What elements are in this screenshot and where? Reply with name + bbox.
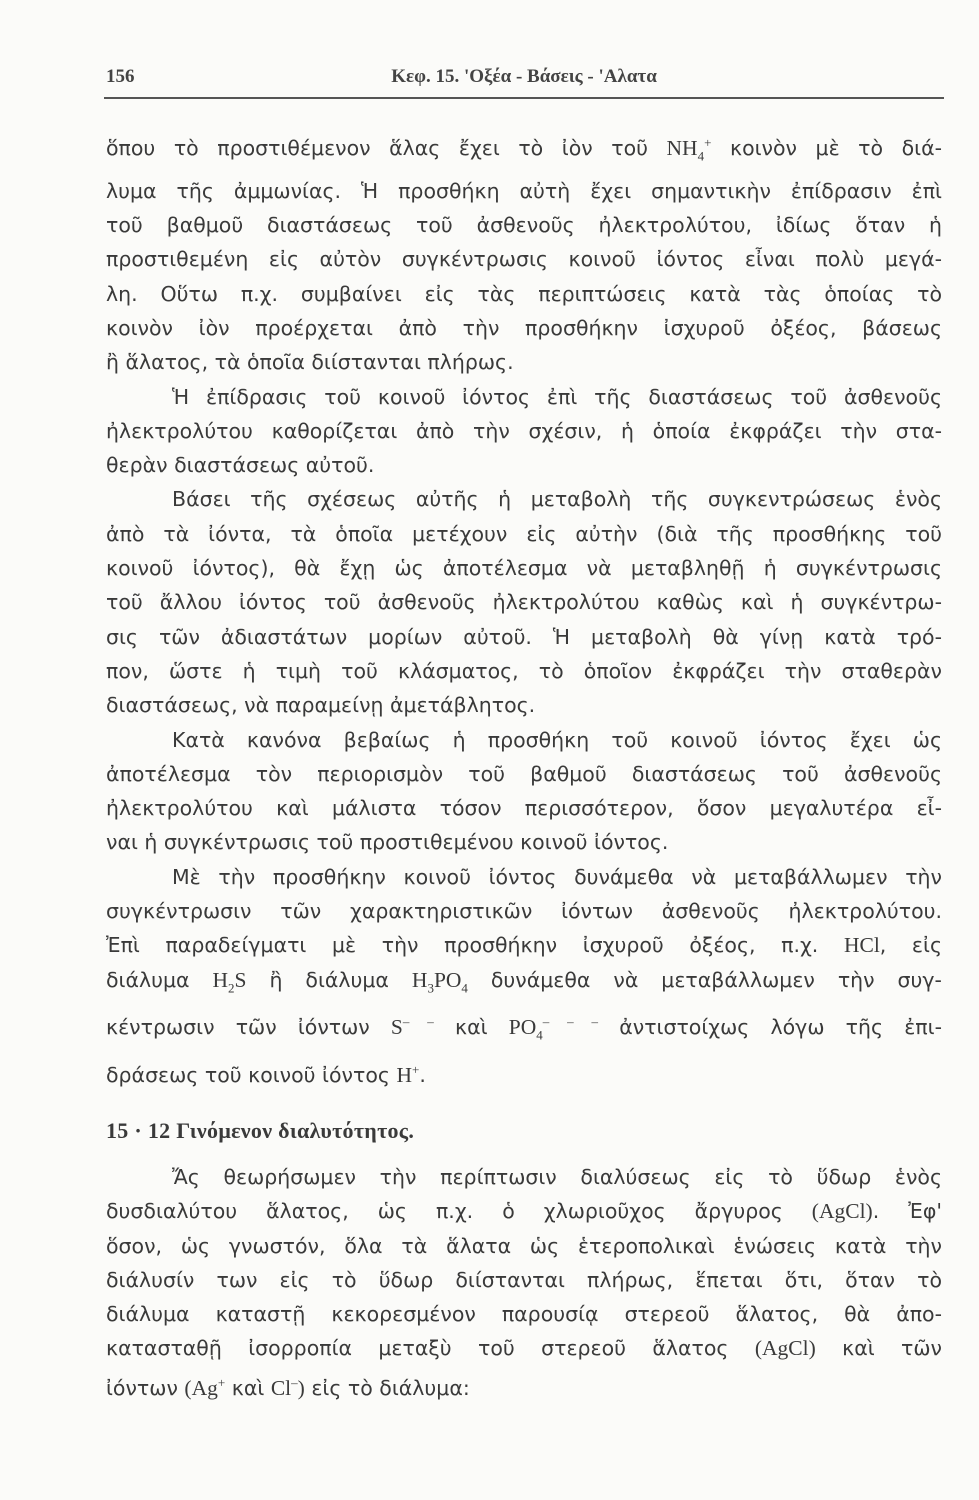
chem-po4-ion: $PO_4^{- - -}$ — [508, 1014, 599, 1043]
text-line: διάλυμα $H_2S$ ἢ διάλυμα $H_3PO_4$ δυνάμεθα νὰ μεταβάλλωμεν τὴν συγ- — [106, 967, 942, 995]
body-text-lower — [106, 1160, 942, 1405]
text-line: Ἐπὶ παραδείγματι μὲ τὴν προσθήκην ἰσχυροῦ ὀξέος, π.χ. HCl, εἰς — [106, 933, 942, 958]
text-line: δράσεως τοῦ κοινοῦ ἰόντος H+. — [106, 1061, 426, 1088]
text-line: κοινοῦ ἰόντος), θὰ ἔχῃ ὡς ἀποτέλεσμα νὰ μεταβληθῇ ἡ συγκέντρωσις — [106, 556, 942, 581]
text-line: ὅσον, ὡς γνωστόν, ὅλα τὰ ἅλατα ὡς ἑτεροπολικαὶ ἑνώσεις κατὰ τὴν — [106, 1233, 942, 1258]
text-line: κοινὸν ἰὸν προέρχεται ἀπὸ τὴν προσθήκην ἰσχυροῦ ὀξέος, βάσεως — [106, 315, 942, 340]
body-text-upper — [106, 126, 942, 1092]
text-line: διάλυμα καταστῇ κεκορεσμένον παρουσίᾳ στερεοῦ ἅλατος, θὰ ἀπο- — [106, 1302, 942, 1327]
text-line: τοῦ ἄλλου ἰόντος τοῦ ἀσθενοῦς ἠλεκτρολύτου καθὼς καὶ ἡ συγκέντρω- — [106, 590, 942, 615]
text-line: κέντρωσιν τῶν ἰόντων S– – καὶ $PO_4^{- - -}$ ἀντιστοίχως λόγω τῆς ἐπι- — [106, 1014, 942, 1043]
text-line: λη. Οὕτω π.χ. συμβαίνει εἰς τὰς περιπτώσεις κατὰ τὰς ὁποίας τὸ — [106, 281, 942, 306]
text-line: δυσδιαλύτου ἅλατος, ὡς π.χ. ὁ χλωριοῦχος ἄργυρος (AgCl). Ἐφ' — [106, 1199, 942, 1224]
text-line: ὅπου τὸ προστιθέμενον ἅλας ἔχει τὸ ἰὸν τοῦ $NH_4^+$ κοινὸν μὲ τὸ διά- — [106, 135, 942, 164]
chem-s-ion: S– – — [390, 1014, 434, 1040]
chem-h2s: $H_2S$ — [212, 967, 247, 995]
text-line: ἢ ἅλατος, τὰ ὁποῖα διίστανται πλήρως. — [106, 350, 514, 375]
chem-cl-ion: Cl–) — [270, 1374, 305, 1400]
text-line: διάλυσίν των εἰς τὸ ὕδωρ διίστανται πλήρως, ἕπεται ὅτι, ὅταν τὸ — [106, 1267, 942, 1292]
header-rule — [104, 97, 944, 99]
text-line: πον, ὥστε ἡ τιμὴ τοῦ κλάσματος, τὸ ὁποῖον ἐκφράζει τὴν σταθερὰν — [106, 658, 942, 683]
text-line: λυμα τῆς ἀμμωνίας. Ἡ προσθήκη αὐτὴ ἔχει σημαντικὴν ἐπίδρασιν ἐπὶ — [106, 178, 942, 203]
text-line: ἀποτέλεσμα τὸν περιορισμὸν τοῦ βαθμοῦ διαστάσεως τοῦ ἀσθενοῦς — [106, 761, 942, 786]
text-line: Βάσει τῆς σχέσεως αὐτῆς ἡ μεταβολὴ τῆς συγκεντρώσεως ἑνὸς — [172, 487, 942, 512]
text-line: ναι ἡ συγκέντρωσις τοῦ προστιθεμένου κοινοῦ ἰόντος. — [106, 830, 669, 855]
text-line: Κατὰ κανόνα βεβαίως ἡ προσθήκη τοῦ κοινοῦ ἰόντος ἔχει ὡς — [172, 727, 942, 752]
text-line: Ἄς θεωρήσωμεν τὴν περίπτωσιν διαλύσεως εἰς τὸ ὕδωρ ἑνὸς — [172, 1165, 942, 1189]
chem-nh4: $NH_4^+$ — [666, 135, 712, 164]
text-line: τοῦ βαθμοῦ διαστάσεως τοῦ ἀσθενοῦς ἠλεκτρολύτου, ἰδίως ὅταν ἡ — [106, 213, 942, 238]
text-line: ἰόντων (Ag+ καὶ Cl–) εἰς τὸ διάλυμα: — [106, 1374, 470, 1400]
text-line: διαστάσεως, νὰ παραμείνῃ ἀμετάβλητος. — [106, 693, 536, 718]
text-line: κατασταθῇ ἰσορροπία μεταξὺ τοῦ στερεοῦ ἅλατος (AgCl) καὶ τῶν — [106, 1336, 942, 1361]
text-line: Μὲ τὴν προσθήκην κοινοῦ ἰόντος δυνάμεθα νὰ μεταβάλλωμεν τὴν — [172, 864, 942, 889]
chem-h3po4: $H_3PO_4$ — [411, 967, 468, 995]
running-title: Κεφ. 15. 'Οξέα - Βάσεις - 'Αλατα — [391, 66, 657, 87]
text-line: σις τῶν ἀδιαστάτων μορίων αὐτοῦ. Ἡ μεταβολὴ θὰ γίνῃ κατὰ τρό- — [106, 624, 942, 649]
page-header — [104, 64, 944, 94]
text-line: Ἡ ἐπίδρασις τοῦ κοινοῦ ἰόντος ἐπὶ τῆς διαστάσεως τοῦ ἀσθενοῦς — [172, 384, 942, 409]
text-line: ἠλεκτρολύτου καὶ μάλιστα τόσον περισσότερον, ὅσον μεγαλυτέρα εἶ- — [106, 796, 942, 821]
text-line: ἠλεκτρολύτου καθορίζεται ἀπὸ τὴν σχέσιν, ἡ ὁποία ἐκφράζει τὴν στα- — [106, 418, 942, 443]
page-number: 156 — [106, 66, 135, 87]
text-line: ἀπὸ τὰ ἰόντα, τὰ ὁποῖα μετέχουν εἰς αὐτὴν (διὰ τῆς προσθήκης τοῦ — [106, 521, 942, 546]
text-line: προστιθεμένη εἰς αὐτὸν συγκέντρωσις κοινοῦ ἰόντος εἶναι πολὺ μεγά- — [106, 247, 942, 272]
chem-h-ion: H+ — [396, 1061, 420, 1088]
text-line: θερὰν διαστάσεως αὐτοῦ. — [106, 453, 375, 478]
chem-ag-ion: (Ag+ — [184, 1374, 226, 1400]
section-heading: 15 · 12 Γινόμενον διαλυτότητος. — [106, 1118, 415, 1143]
text-line: συγκέντρωσιν τῶν χαρακτηριστικῶν ἰόντων ἀσθενοῦς ἠλεκτρολύτου. — [106, 898, 942, 923]
